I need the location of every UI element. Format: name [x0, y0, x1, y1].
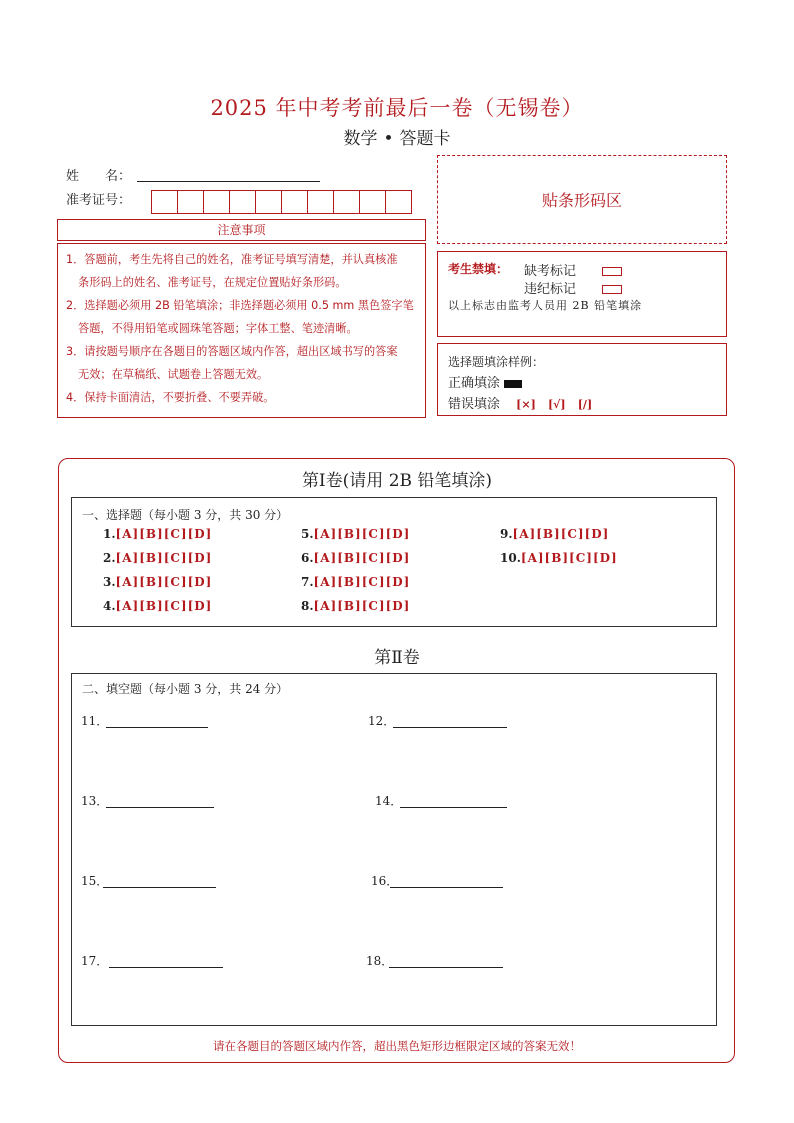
- notice-line: 条形码上的姓名、准考证号，在规定位置贴好条形码。: [78, 276, 347, 289]
- choice-question[interactable]: [301, 527, 410, 541]
- page-title: 2025 年中考考前最后一卷（无锡卷）: [210, 96, 584, 120]
- fill-heading: 二、填空题（每小题 3 分，共 24 分）: [82, 682, 289, 696]
- choice-question[interactable]: [500, 527, 609, 541]
- fill-question-number: 17．: [81, 954, 109, 968]
- choice-question[interactable]: [301, 599, 410, 613]
- notice-line: 3．请按题号顺序在各题目的答题区域内作答，超出区域书写的答案: [66, 345, 398, 358]
- notice-item: [66, 340, 417, 386]
- id-digit-box[interactable]: [151, 190, 178, 214]
- id-digit-box[interactable]: [359, 190, 386, 214]
- fill-question-number: 13．: [81, 794, 109, 808]
- choice-heading: 一、选择题（每小题 3 分，共 30 分）: [82, 508, 289, 522]
- id-digit-box[interactable]: [203, 190, 230, 214]
- answer-options[interactable]: [A][B][C][D]: [313, 527, 411, 541]
- notice-line: 无效；在草稿纸、试题卷上答题无效。: [78, 368, 269, 381]
- fill-blank-section: [71, 673, 717, 1026]
- answer-options[interactable]: [A][B][C][D]: [313, 599, 411, 613]
- notice-line: 4．保持卡面清洁，不要折叠、不要弄破。: [66, 391, 275, 404]
- choice-question[interactable]: [103, 551, 212, 565]
- question-number: 9.: [500, 527, 513, 541]
- question-number: 1.: [103, 527, 116, 541]
- exam-id-field[interactable]: [152, 190, 412, 214]
- violation-mark-label: 违纪标记: [524, 282, 577, 297]
- wrong-fill-row: [448, 393, 592, 412]
- answer-line[interactable]: [393, 726, 507, 728]
- answer-options[interactable]: [A][B][C][D]: [512, 527, 610, 541]
- id-digit-box[interactable]: [177, 190, 204, 214]
- choice-question[interactable]: [103, 527, 212, 541]
- choice-section: [71, 497, 717, 627]
- correct-fill-sample: [504, 380, 522, 388]
- question-number: 2.: [103, 551, 116, 565]
- answer-options[interactable]: [A][B][C][D]: [115, 599, 213, 613]
- sheet-label: 答题卡: [399, 129, 451, 149]
- fill-sample-box: [437, 343, 727, 416]
- question-number: 7.: [301, 575, 314, 589]
- choice-question[interactable]: [301, 551, 410, 565]
- answer-options[interactable]: [A][B][C][D]: [313, 551, 411, 565]
- answer-options[interactable]: [A][B][C][D]: [115, 527, 213, 541]
- violation-mark-box[interactable]: [602, 285, 622, 294]
- choice-question[interactable]: [500, 551, 618, 565]
- notice-line: 答题，不得用铅笔或圆珠笔答题；字体工整、笔迹清晰。: [78, 322, 358, 335]
- answer-line[interactable]: [106, 806, 214, 808]
- barcode-area: [437, 155, 727, 244]
- section1-title: 第Ⅰ卷(请用 2B 铅笔填涂): [301, 471, 493, 491]
- notice-item: [66, 294, 417, 340]
- section2-title: 第Ⅱ卷: [374, 648, 420, 668]
- footer-warning: 请在各题目的答题区域内作答，超出黑色矩形边框限定区域的答案无效！: [213, 1039, 581, 1053]
- id-digit-box[interactable]: [307, 190, 334, 214]
- id-digit-box[interactable]: [255, 190, 282, 214]
- separator-dot: •: [383, 129, 394, 149]
- missing-mark-row: [524, 260, 622, 279]
- notice-heading: 注意事项: [57, 219, 426, 241]
- question-number: 6.: [301, 551, 314, 565]
- question-number: 10.: [500, 551, 521, 565]
- choice-question[interactable]: [103, 575, 212, 589]
- answer-options[interactable]: [A][B][C][D]: [520, 551, 618, 565]
- answer-options[interactable]: [A][B][C][D]: [115, 575, 213, 589]
- fill-sample-heading: 选择题填涂样例：: [448, 355, 545, 369]
- choice-question[interactable]: [301, 575, 410, 589]
- wrong-fill-example: [×]: [516, 398, 536, 411]
- wrong-fill-example: [/]: [577, 398, 593, 411]
- answer-line[interactable]: [390, 886, 503, 888]
- name-field[interactable]: [137, 180, 320, 182]
- forbidden-label: 考生禁填：: [448, 262, 509, 276]
- id-label: 准考证号：: [66, 193, 132, 208]
- answer-line[interactable]: [109, 966, 223, 968]
- notice-line: 2．选择题必须用 2B 铅笔填涂；非选择题必须用 0.5 mm 黑色签字笔: [66, 299, 414, 312]
- answer-line[interactable]: [106, 726, 208, 728]
- notice-item: [66, 248, 417, 294]
- violation-mark-row: [524, 278, 622, 297]
- notice-item: [66, 386, 417, 409]
- subject-label: 数学: [343, 129, 378, 149]
- id-digit-box[interactable]: [229, 190, 256, 214]
- forbidden-box: [437, 251, 727, 337]
- answer-line[interactable]: [389, 966, 503, 968]
- notice-line: 1．答题前，考生先将自己的姓名，准考证号填写清楚，并认真核准: [66, 253, 398, 266]
- answer-line[interactable]: [400, 806, 507, 808]
- page-subtitle: [0, 124, 794, 149]
- id-digit-box[interactable]: [385, 190, 412, 214]
- question-number: 8.: [301, 599, 314, 613]
- id-digit-box[interactable]: [281, 190, 308, 214]
- answer-options[interactable]: [A][B][C][D]: [313, 575, 411, 589]
- answer-line[interactable]: [103, 886, 216, 888]
- barcode-label: 贴条形码区: [541, 191, 622, 210]
- wrong-fill-label: 错误填涂: [448, 397, 501, 412]
- missing-mark-box[interactable]: [602, 267, 622, 276]
- question-number: 3.: [103, 575, 116, 589]
- fill-question-number: 11．: [81, 714, 109, 728]
- fill-question-number: 12．: [368, 714, 396, 728]
- fill-question-number: 18．: [366, 954, 394, 968]
- fill-question-number: 15．: [81, 874, 109, 888]
- correct-fill-label: 正确填涂: [448, 376, 501, 391]
- fill-question-number: 16．: [371, 874, 399, 888]
- question-number: 4.: [103, 599, 116, 613]
- id-digit-box[interactable]: [333, 190, 360, 214]
- correct-fill-row: [448, 372, 522, 391]
- answer-options[interactable]: [A][B][C][D]: [115, 551, 213, 565]
- forbidden-note: 以上标志由监考人员用 2B 铅笔填涂: [448, 299, 643, 312]
- missing-mark-label: 缺考标记: [524, 264, 577, 279]
- wrong-fill-example: [√]: [547, 398, 566, 411]
- notice-list: [57, 243, 426, 418]
- fill-question-number: 14．: [375, 794, 403, 808]
- name-label: 姓 名：: [66, 169, 132, 184]
- question-number: 5.: [301, 527, 314, 541]
- choice-question[interactable]: [103, 599, 212, 613]
